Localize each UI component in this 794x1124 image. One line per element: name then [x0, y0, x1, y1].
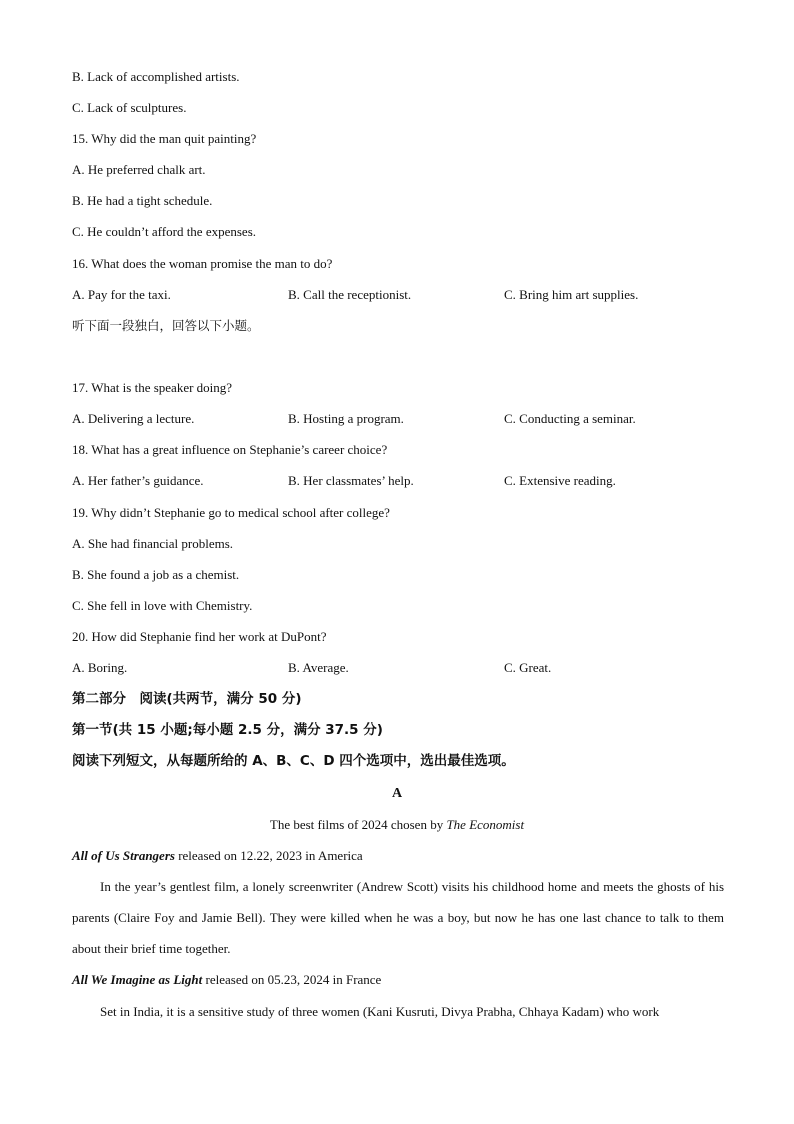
film1-heading	[72, 848, 363, 864]
film2-release: released on 05.23, 2024 in France	[202, 972, 382, 987]
q17-option-c: C. Conducting a seminar.	[504, 411, 636, 426]
q19-question: 19. Why didn’t Stephanie go to medical school after college?	[72, 505, 390, 520]
section1-heading: 第一节(共 15 小题;每小题 2.5 分，满分 37.5 分)	[72, 722, 383, 738]
reading-instruction: 阅读下列短文，从每题所给的 A、B、C、D 四个选项中，选出最佳选项。	[72, 753, 515, 769]
q19-option-a: A. She had financial problems.	[72, 536, 234, 551]
q17-option-a: A. Delivering a lecture.	[72, 411, 195, 426]
film2-heading	[72, 972, 381, 988]
q16-option-a: A. Pay for the taxi.	[72, 287, 171, 302]
q15-option-b: B. He had a tight schedule.	[72, 193, 213, 208]
q17-question: 17. What is the speaker doing?	[72, 380, 233, 395]
q18-option-a: A. Her father’s guidance.	[72, 473, 204, 488]
film1-description: In the year’s gentlest film, a lonely screenwriter (Andrew Scott) visits his childhood home and meets the ghosts of his parents (Claire Foy and Jamie Bell). They were killed when he was a boy, but now he has one last chance to talk to them about their brief time together.	[72, 879, 724, 956]
q18-question: 18. What has a great influence on Stephanie’s career choice?	[72, 442, 388, 457]
film1-release: released on 12.22, 2023 in America	[174, 848, 363, 863]
passage-title-source: The Economist	[446, 817, 525, 832]
q15-option-a: A. He preferred chalk art.	[72, 162, 206, 177]
q16-question: 16. What does the woman promise the man to do?	[72, 256, 333, 271]
film2-name: All We Imagine as Light	[72, 972, 203, 987]
q15-option-c: C. He couldn’t afford the expenses.	[72, 224, 256, 239]
film1-name: All of Us Strangers	[72, 848, 175, 863]
q14-option-c: C. Lack of sculptures.	[72, 100, 187, 115]
q20-option-b: B. Average.	[288, 660, 349, 675]
passage-title-prefix: The best films of 2024 chosen by	[269, 817, 447, 832]
q18-option-c: C. Extensive reading.	[504, 473, 616, 488]
q20-option-c: C. Great.	[504, 660, 552, 675]
q14-option-b: B. Lack of accomplished artists.	[72, 69, 240, 84]
film2-description: Set in India, it is a sensitive study of three women (Kani Kusruti, Divya Prabha, Chhaya Kadam) who work	[100, 1004, 660, 1019]
passage-label: A	[391, 786, 403, 801]
part2-heading: 第二部分 阅读(共两节，满分 50 分)	[72, 691, 302, 707]
q15-question: 15. Why did the man quit painting?	[72, 131, 257, 146]
passage-title	[0, 817, 794, 833]
q16-option-b: B. Call the receptionist.	[288, 287, 412, 302]
q20-question: 20. How did Stephanie find her work at DuPont?	[72, 629, 327, 644]
q19-option-b: B. She found a job as a chemist.	[72, 567, 240, 582]
monologue-instruction: 听下面一段独白，回答以下小题。	[72, 318, 260, 333]
q18-option-b: B. Her classmates’ help.	[288, 473, 414, 488]
q19-option-c: C. She fell in love with Chemistry.	[72, 598, 253, 613]
q16-option-c: C. Bring him art supplies.	[504, 287, 639, 302]
q17-option-b: B. Hosting a program.	[288, 411, 404, 426]
q20-option-a: A. Boring.	[72, 660, 128, 675]
